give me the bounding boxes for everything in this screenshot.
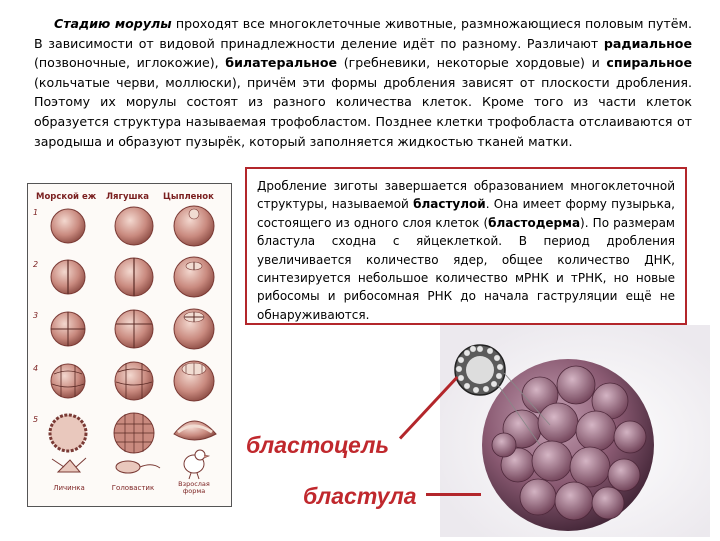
- blastula-photo-svg: [440, 325, 710, 537]
- label-adult: Взрослая форма: [178, 480, 210, 495]
- row-number-2: 2: [33, 260, 39, 269]
- arrow-blastula: [426, 493, 481, 496]
- cleavage-drawings: [28, 184, 231, 484]
- column-head-frog: Лягушка: [106, 192, 150, 202]
- row-number-5: 5: [33, 415, 39, 424]
- label-tadpole: Головастик: [111, 484, 155, 492]
- row-number-4: 4: [33, 364, 39, 373]
- intro-paragraph: [34, 14, 692, 151]
- term-blastula: бластулой: [413, 197, 486, 212]
- column-head-sea-urchin: Морской еж: [36, 192, 97, 202]
- term-radial: радиальное: [603, 35, 692, 51]
- row-number-3: 3: [33, 311, 39, 320]
- term-morula: Стадию морулы: [54, 16, 172, 31]
- term-spiral: спиральное: [606, 55, 692, 71]
- row-5-cells: [50, 413, 216, 453]
- row-2-cells: [51, 257, 214, 297]
- row-1-cells: [51, 206, 214, 246]
- intro-text-2: (позвоночные, иглокожие),: [34, 55, 226, 71]
- blastula-text-1: Дробление зиготы завершается образованием многоклеточной структуры, называемой: [257, 179, 675, 212]
- term-bilateral: билатеральное: [225, 55, 338, 71]
- intro-text-3: (гребневики, некоторые хордовые) и: [337, 55, 607, 71]
- row-4-cells: [51, 361, 214, 401]
- blastula-description-box: [245, 167, 687, 325]
- label-larva: Личинка: [53, 484, 85, 492]
- blastula-text-3: ). По размерам бластула сходна с яйцеклеткой. В период дробления увеличивается количество ядер, общее количество ДНК, синтезируется небольшое количество мРНК и тРНК, но новые рибосомы и рибосомная РНК до начала гаструляции ещё не обнаруживаются.: [257, 215, 675, 322]
- row-3-cells: [51, 309, 214, 349]
- cleavage-stages-figure: [27, 183, 232, 507]
- row-number-1: 1: [33, 208, 39, 217]
- label-blastula: бластула: [303, 483, 417, 509]
- term-blastoderm: бластодерма: [488, 215, 581, 230]
- intro-text-1: проходят все многоклеточные животные, размножающиеся половым путём. В зависимости от видовой принадлежности деление идёт по разному. Различают: [34, 16, 693, 51]
- bottom-organisms: [52, 450, 209, 479]
- intro-text-4: (кольчатые черви, моллюски), причём эти формы дробления зависят от плоскости дробления. Поэтому их морулы состоят из разного количества клеток. Кроме того из части клеток образуется структура называемая трофобластом. Позднее клетки трофобласта отслаиваются от зародыша и образуют пузырёк, который заполняется жидкостью тканей матки.: [34, 74, 692, 149]
- label-blastocoel: бластоцель: [246, 432, 390, 458]
- column-head-chick: Цыпленок: [163, 192, 214, 202]
- blastula-photo: [440, 325, 710, 537]
- blastula-text-2: . Она имеет форму пузырька, состоящего из одного слоя клеток (: [257, 197, 675, 230]
